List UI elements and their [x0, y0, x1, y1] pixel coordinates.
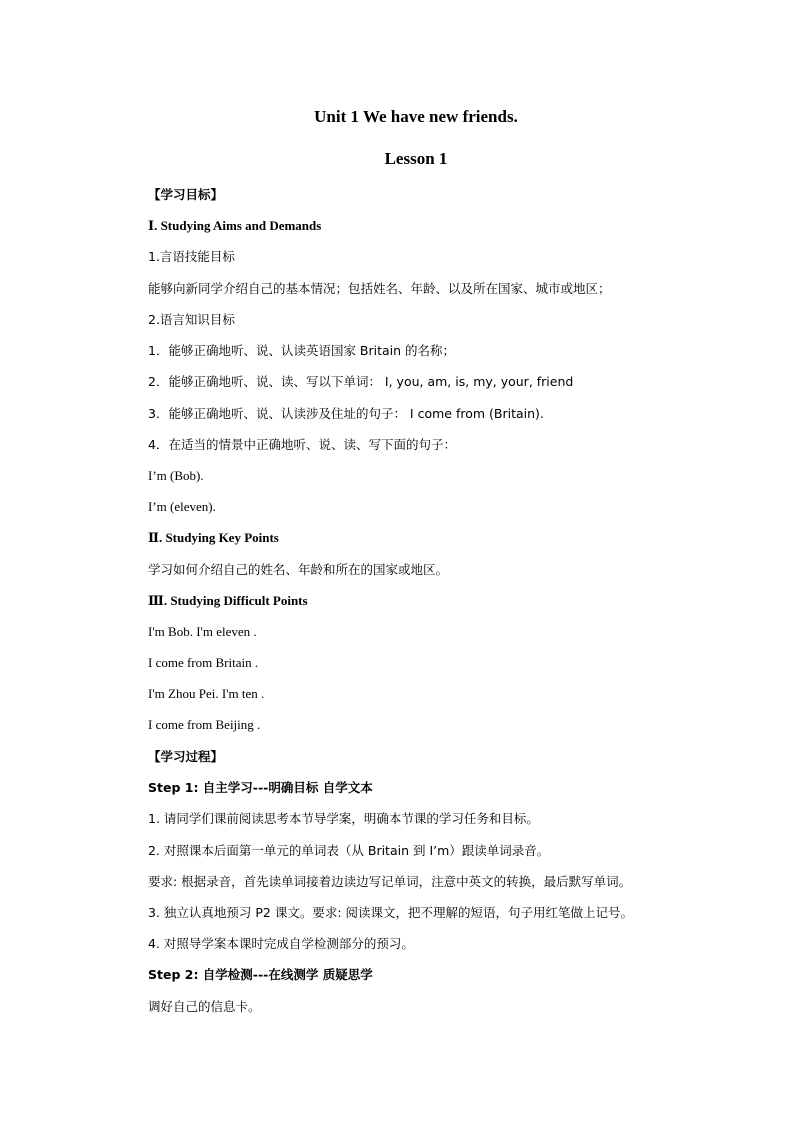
step1-heading: Step 1: 自主学习---明确目标 自学文本 [148, 780, 373, 795]
example-sentence-2: I’m (eleven). [148, 499, 216, 514]
knowledge-item-1: 1．能够正确地听、说、认读英语国家 Britain 的名称； [148, 343, 456, 358]
knowledge-item-3: 3．能够正确地听、说、认读涉及住址的句子： I come from (Britain). [148, 406, 544, 421]
knowledge-goals-heading: 2.语言知识目标 [148, 312, 235, 327]
difficult-sentence-1: I'm Bob. I'm eleven . [148, 624, 257, 639]
skill-goal-text: 能够向新同学介绍自己的基本情况；包括姓名、年龄、以及所在国家、城市或地区； [148, 281, 611, 296]
step1-item-4: 4. 对照导学案本课时完成自学检测部分的预习。 [148, 936, 414, 951]
step1-item-1: 1. 请同学们课前阅读思考本节导学案，明确本节课的学习任务和目标。 [148, 811, 539, 826]
aims-heading: Ⅰ. Studying Aims and Demands [148, 218, 322, 233]
learning-process-heading: 【学习过程】 [148, 749, 224, 764]
difficult-sentence-4: I come from Beijing . [148, 717, 261, 732]
skill-goals-heading: 1.言语技能目标 [148, 249, 235, 264]
knowledge-item-4: 4．在适当的情景中正确地听、说、读、写下面的句子： [148, 437, 456, 452]
lesson-title: Lesson 1 [384, 149, 448, 168]
step2-text: 调好自己的信息卡。 [148, 999, 261, 1014]
step1-item-2: 2. 对照课本后面第一单元的单词表（从 Britain 到 I’m）跟读单词录音。 [148, 843, 550, 858]
difficult-sentence-2: I come from Britain . [148, 655, 259, 670]
difficult-sentence-3: I'm Zhou Pei. I'm ten . [148, 686, 265, 701]
example-sentence-1: I’m (Bob). [148, 468, 204, 483]
knowledge-item-2: 2．能够正确地听、说、读、写以下单词： I, you, am, is, my, your, friend [148, 374, 574, 389]
document-title: Unit 1 We have new friends. [314, 107, 518, 126]
study-goals-heading: 【学习目标】 [148, 187, 224, 202]
step1-requirement: 要求: 根据录音，首先读单词接着边读边写记单词，注意中英文的转换，最后默写单词。 [148, 874, 632, 889]
step1-item-3: 3. 独立认真地预习 P2 课文。要求: 阅读课文，把不理解的短语，句子用红笔做上记号。 [148, 905, 634, 920]
key-points-heading: Ⅱ. Studying Key Points [148, 530, 279, 545]
key-points-text: 学习如何介绍自己的姓名、年龄和所在的国家或地区。 [148, 562, 449, 577]
difficult-points-heading: Ⅲ. Studying Difficult Points [148, 593, 308, 608]
step2-heading: Step 2: 自学检测---在线测学 质疑思学 [148, 967, 373, 982]
